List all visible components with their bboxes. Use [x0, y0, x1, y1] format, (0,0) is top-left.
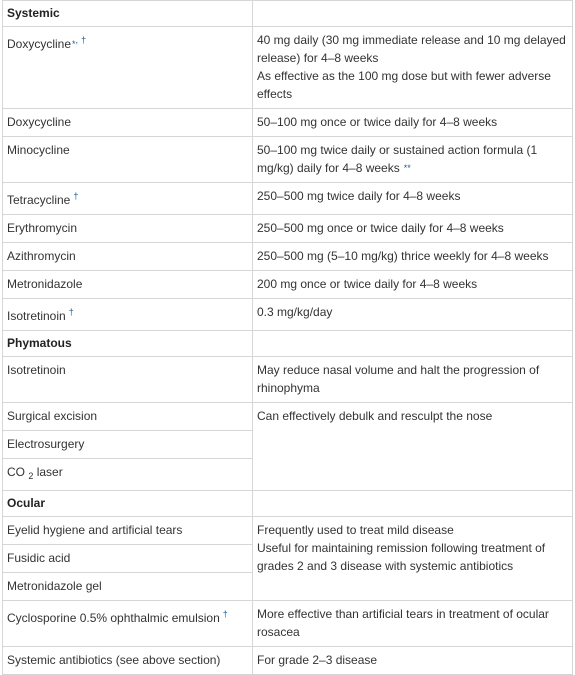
drug-cell: [3, 573, 253, 601]
dose-cell: [253, 215, 573, 243]
dose-cell: [253, 137, 573, 183]
note-cell: [253, 647, 573, 675]
section-heading: Ocular: [3, 491, 253, 517]
note-text: Can effectively debulk and resculpt the nose: [257, 409, 493, 423]
table-row: [3, 183, 573, 215]
footnote-link[interactable]: *: [72, 39, 76, 49]
section-heading: Systemic: [3, 1, 253, 27]
table-row: [3, 27, 573, 109]
empty-cell: [253, 491, 573, 517]
dose-cell: [253, 243, 573, 271]
table-row: [3, 403, 573, 431]
section-heading: Phymatous: [3, 331, 253, 357]
footnote-link[interactable]: †: [68, 307, 74, 317]
note-text: May reduce nasal volume and halt the progression of rhinophyma: [257, 363, 540, 395]
drug-name: Doxycycline: [7, 37, 72, 51]
section-row-systemic: [3, 1, 573, 27]
drug-name: Eyelid hygiene and artificial tears: [7, 523, 183, 537]
drug-cell: [3, 459, 253, 491]
drug-name: Isotretinoin: [7, 363, 66, 377]
drug-name: Cyclosporine 0.5% ophthalmic emulsion: [7, 611, 220, 625]
drug-name: Fusidic acid: [7, 551, 71, 565]
drug-cell: [3, 601, 253, 647]
note-text: Useful for maintaining remission following treatment of grades 2 and 3 disease with systemic antibiotics: [257, 541, 546, 573]
table-row: [3, 243, 573, 271]
drug-cell: [3, 431, 253, 459]
dose-text: 40 mg daily (30 mg immediate release and 10 mg delayed release) for 4–8 weeks: [257, 33, 566, 65]
table-row: [3, 137, 573, 183]
drug-name-prefix: CO: [7, 465, 25, 479]
section-row-ocular: [3, 491, 573, 517]
drug-cell: [3, 271, 253, 299]
footnote-link[interactable]: **: [403, 163, 411, 173]
drug-name: Isotretinoin: [7, 309, 66, 323]
table-row: [3, 299, 573, 331]
drug-cell: [3, 299, 253, 331]
dose-text: 50–100 mg twice daily or sustained action formula (1 mg/kg) daily for 4–8 weeks: [257, 143, 538, 175]
table-row: [3, 215, 573, 243]
empty-cell: [253, 1, 573, 27]
drug-cell: [3, 109, 253, 137]
drug-cell: [3, 403, 253, 431]
dose-cell: [253, 109, 573, 137]
drug-cell: [3, 215, 253, 243]
dose-cell: [253, 27, 573, 109]
drug-cell: [3, 357, 253, 403]
drug-name: Systemic antibiotics (see above section): [7, 653, 221, 667]
drug-name-suffix: laser: [36, 465, 63, 479]
dose-text: As effective as the 100 mg dose but with fewer adverse effects: [257, 69, 551, 101]
drug-cell: [3, 545, 253, 573]
table-row: [3, 109, 573, 137]
dose-text: 0.3 mg/kg/day: [257, 305, 333, 319]
table-row: [3, 601, 573, 647]
drug-name: Metronidazole: [7, 277, 83, 291]
drug-name: Minocycline: [7, 143, 70, 157]
footnote-link[interactable]: †: [73, 191, 79, 201]
dose-text: 250–500 mg once or twice daily for 4–8 weeks: [257, 221, 504, 235]
drug-name-subscript: 2: [28, 471, 34, 481]
note-text: Frequently used to treat mild disease: [257, 523, 454, 537]
dose-cell: [253, 271, 573, 299]
drug-name: Surgical excision: [7, 409, 98, 423]
table-row: [3, 357, 573, 403]
footnote-link[interactable]: †: [81, 35, 87, 45]
drug-name: Doxycycline: [7, 115, 72, 129]
dose-text: 200 mg once or twice daily for 4–8 weeks: [257, 277, 478, 291]
dose-text: 250–500 mg twice daily for 4–8 weeks: [257, 189, 461, 203]
drug-cell: [3, 27, 253, 109]
dose-cell: [253, 299, 573, 331]
rosacea-treatment-table: [2, 0, 573, 675]
drug-cell: [3, 137, 253, 183]
note-text: More effective than artificial tears in treatment of ocular rosacea: [257, 607, 549, 639]
empty-cell: [253, 331, 573, 357]
table-row: [3, 517, 573, 545]
drug-cell: [3, 183, 253, 215]
drug-name: Metronidazole gel: [7, 579, 102, 593]
drug-name: Tetracycline: [7, 193, 71, 207]
note-cell: [253, 357, 573, 403]
dose-text: 250–500 mg (5–10 mg/kg) thrice weekly for 4–8 weeks: [257, 249, 549, 263]
drug-cell: [3, 243, 253, 271]
note-cell: [253, 517, 573, 601]
dose-text: 50–100 mg once or twice daily for 4–8 weeks: [257, 115, 498, 129]
footnote-link[interactable]: †: [222, 609, 228, 619]
note-text: For grade 2–3 disease: [257, 653, 378, 667]
drug-name: Erythromycin: [7, 221, 78, 235]
table-row: [3, 647, 573, 675]
note-cell: [253, 601, 573, 647]
section-row-phymatous: [3, 331, 573, 357]
drug-name: Electrosurgery: [7, 437, 85, 451]
drug-cell: [3, 647, 253, 675]
drug-cell: [3, 517, 253, 545]
footnote-separator: ,: [75, 35, 79, 45]
drug-name: Azithromycin: [7, 249, 76, 263]
dose-cell: [253, 183, 573, 215]
table-row: [3, 271, 573, 299]
note-cell: [253, 403, 573, 491]
